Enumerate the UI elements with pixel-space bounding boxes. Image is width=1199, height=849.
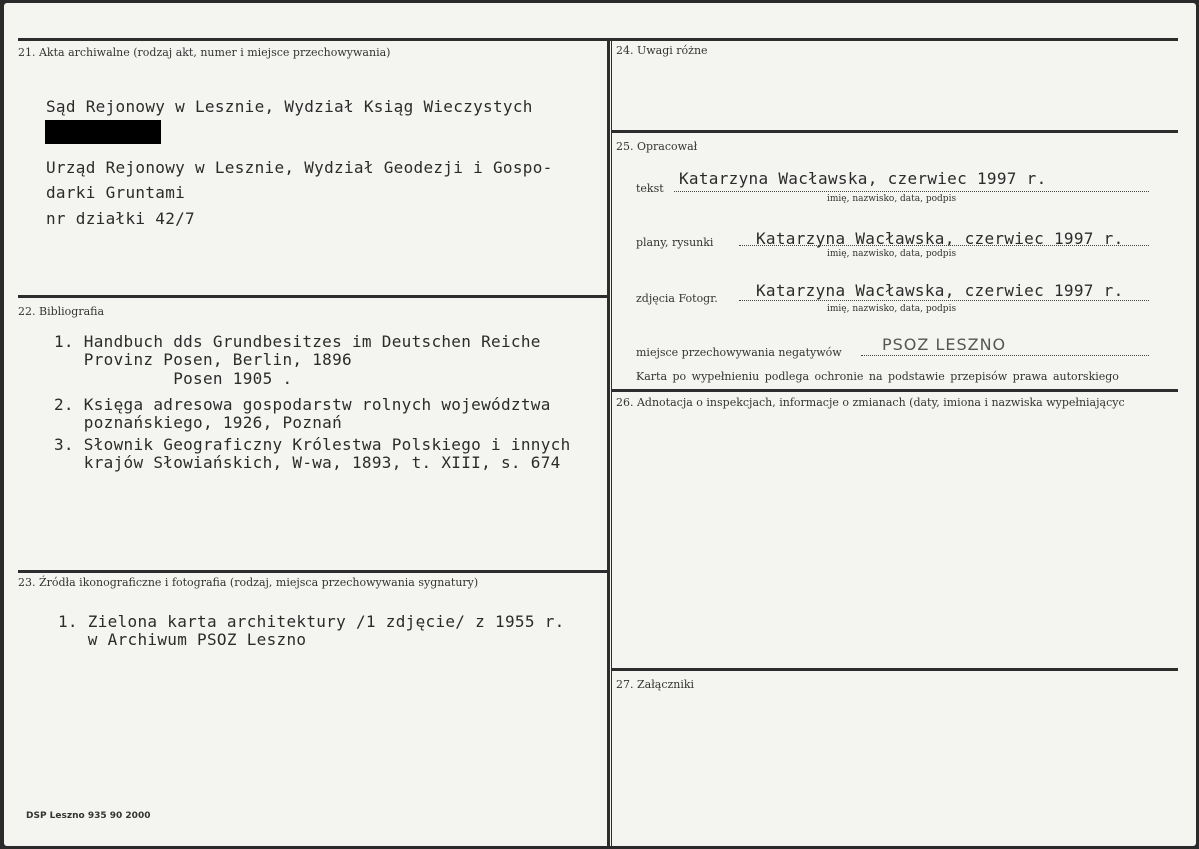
- plany-caption: imię, nazwisko, data, podpis: [827, 249, 957, 259]
- zdjecia-caption: imię, nazwisko, data, podpis: [827, 304, 957, 314]
- zdjecia-label: zdjęcia Fotogr.: [636, 292, 718, 305]
- bibliography-line: 3. Słownik Geograficzny Królestwa Polskiego i innych: [54, 435, 571, 454]
- top-border-line: [18, 38, 1178, 41]
- tekst-label: tekst: [636, 182, 664, 195]
- bibliography-line: 1. Handbuch dds Grundbesitzes im Deutschen Reiche: [54, 332, 541, 351]
- negatywy-label: miejsce przechowywania negatywów: [636, 346, 842, 359]
- karta-note: Karta po wypełnieniu podlega ochronie na podstawie przepisów prawa autorskiego: [636, 370, 1119, 383]
- record-card: [4, 3, 1196, 846]
- divider-26-27: [611, 668, 1178, 671]
- section-23-label: 23. Źródła ikonograficzne i fotografia (rodzaj, miejsca przechowywania sygnatury): [18, 576, 479, 589]
- bibliography-line: Provinz Posen, Berlin, 1896: [54, 350, 352, 369]
- section-26-label: 26. Adnotacja o inspekcjach, informacje o zmianach (daty, imiona i nazwiska wypełniającyc: [616, 396, 1125, 409]
- section-23-line-1: 1. Zielona karta architektury /1 zdjęcie/ z 1955 r.: [58, 612, 565, 631]
- section-24-label: 24. Uwagi różne: [616, 44, 708, 57]
- divider-24-25: [611, 130, 1178, 133]
- negatywy-value: PSOZ LESZNO: [882, 335, 1007, 354]
- bibliography-line: Posen 1905 .: [54, 369, 293, 388]
- section-21-label: 21. Akta archiwalne (rodzaj akt, numer i miejsce przechowywania): [18, 46, 391, 59]
- plany-label: plany, rysunki: [636, 236, 714, 249]
- bibliography-line: 2. Księga adresowa gospodarstw rolnych województwa: [54, 395, 551, 414]
- plany-value: Katarzyna Wacławska, czerwiec 1997 r.: [756, 229, 1124, 248]
- divider-21-22: [18, 295, 607, 298]
- center-divider-line-2: [611, 38, 612, 846]
- bibliography-line: krajów Słowiańskich, W-wa, 1893, t. XIII, s. 674: [54, 453, 561, 472]
- negatywy-dotted-line: [861, 355, 1149, 356]
- section-27-label: 27. Załączniki: [616, 678, 695, 691]
- section-22-label: 22. Bibliografia: [18, 305, 105, 318]
- section-25-label: 25. Opracował: [616, 140, 698, 153]
- redaction-bar: [45, 120, 161, 144]
- section-23-line-2: w Archiwum PSOZ Leszno: [58, 630, 307, 649]
- section-21-line-2: Urząd Rejonowy w Lesznie, Wydział Geodezji i Gospo-: [46, 158, 553, 177]
- divider-25-26: [611, 389, 1178, 392]
- tekst-value: Katarzyna Wacławska, czerwiec 1997 r.: [679, 169, 1047, 188]
- zdjecia-dotted-line: [739, 300, 1149, 301]
- tekst-dotted-line: [674, 191, 1149, 192]
- divider-22-23: [18, 570, 607, 573]
- plany-dotted-line: [739, 245, 1149, 246]
- tekst-caption: imię, nazwisko, data, podpis: [827, 194, 957, 204]
- zdjecia-value: Katarzyna Wacławska, czerwiec 1997 r.: [756, 281, 1124, 300]
- print-code: DSP Leszno 935 90 2000: [26, 811, 151, 821]
- section-21-line-3: darki Gruntami: [46, 183, 186, 202]
- section-21-line-1: Sąd Rejonowy w Lesznie, Wydział Ksiąg Wieczystych: [46, 97, 533, 116]
- section-21-line-4: nr działki 42/7: [46, 209, 195, 228]
- center-divider-line: [607, 38, 610, 846]
- bibliography-line: poznańskiego, 1926, Poznań: [54, 413, 343, 432]
